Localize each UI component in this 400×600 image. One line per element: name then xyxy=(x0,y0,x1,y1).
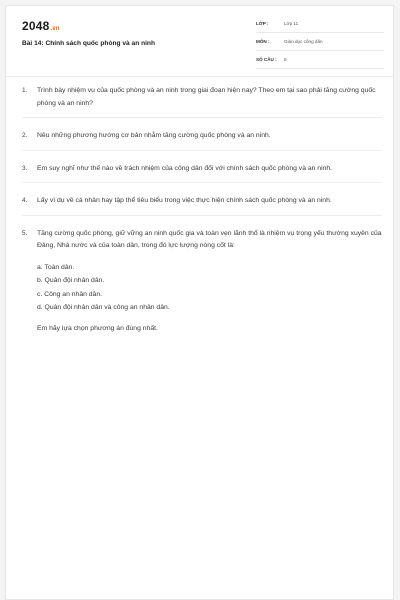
question-text: Nêu những phương hướng cơ bản nhằm tăng cường quốc phòng và an ninh. xyxy=(37,132,271,139)
question-list xyxy=(22,85,382,354)
lesson-title: Bài 14: Chính sách quốc phòng và an ninh xyxy=(22,40,155,47)
question-item xyxy=(22,228,382,343)
question-item xyxy=(22,130,382,151)
answer-option-b: b. Quân đội nhân dân. xyxy=(37,277,105,284)
question-text: Lấy ví dụ về cá nhân hay tập thể tiêu biểu trong việc thực hiện chính sách quốc phòng và an ninh. xyxy=(37,197,332,204)
meta-key-question-count: SỐ CÂU : xyxy=(256,57,277,62)
meta-value-class: Lớp 11 xyxy=(284,21,299,26)
answer-options xyxy=(37,261,382,315)
question-item xyxy=(22,163,382,184)
lesson-meta xyxy=(256,20,384,74)
meta-value-subject: Giáo dục công dân xyxy=(284,39,323,44)
question-item xyxy=(22,85,382,118)
meta-value-question-count: 5 xyxy=(284,57,287,62)
question-text: Trình bày nhiệm vụ của quốc phòng và an ninh trong giai đoạn hiện nay? Theo em tại sao phải tăng cường quốc phòng và an ninh? xyxy=(37,87,376,107)
answer-option-c: c. Công an nhân dân. xyxy=(37,290,102,298)
question-number: 4. xyxy=(22,197,28,204)
question-number: 5. xyxy=(22,229,28,237)
site-logo[interactable] xyxy=(22,19,60,33)
meta-row-subject xyxy=(256,38,384,51)
logo-number: 2048 xyxy=(22,19,50,33)
question-text: Em suy nghĩ như thế nào về trách nhiệm của công dân đối với chính sách quốc phòng và an ninh. xyxy=(37,164,333,172)
answer-option-d: d. Quân đội nhân dân và công an nhân dân. xyxy=(37,304,170,311)
question-number: 3. xyxy=(22,164,28,172)
worksheet-page xyxy=(5,5,394,600)
question-number: 2. xyxy=(22,132,28,139)
question-body xyxy=(37,228,382,336)
logo-domain: .vn xyxy=(50,26,60,32)
question-item xyxy=(22,195,382,216)
question-text: Tăng cường quốc phòng, giữ vững an ninh quốc gia và toàn vẹn lãnh thổ là nhiệm vụ trọng yếu thường xuyên của Đảng, Nhà nước và của toàn dân, trong đó lực lượng nòng cốt là: xyxy=(37,229,382,249)
worksheet-header xyxy=(6,6,393,77)
meta-key-class: LỚP : xyxy=(256,21,269,26)
meta-key-subject: MÔN : xyxy=(256,39,270,44)
answer-option-a: a. Toàn dân. xyxy=(37,263,75,271)
question-number: 1. xyxy=(22,87,28,94)
question-instruction: Em hãy lựa chọn phương án đúng nhất. xyxy=(37,324,158,332)
meta-row-class xyxy=(256,20,384,33)
meta-row-question-count xyxy=(256,56,384,69)
